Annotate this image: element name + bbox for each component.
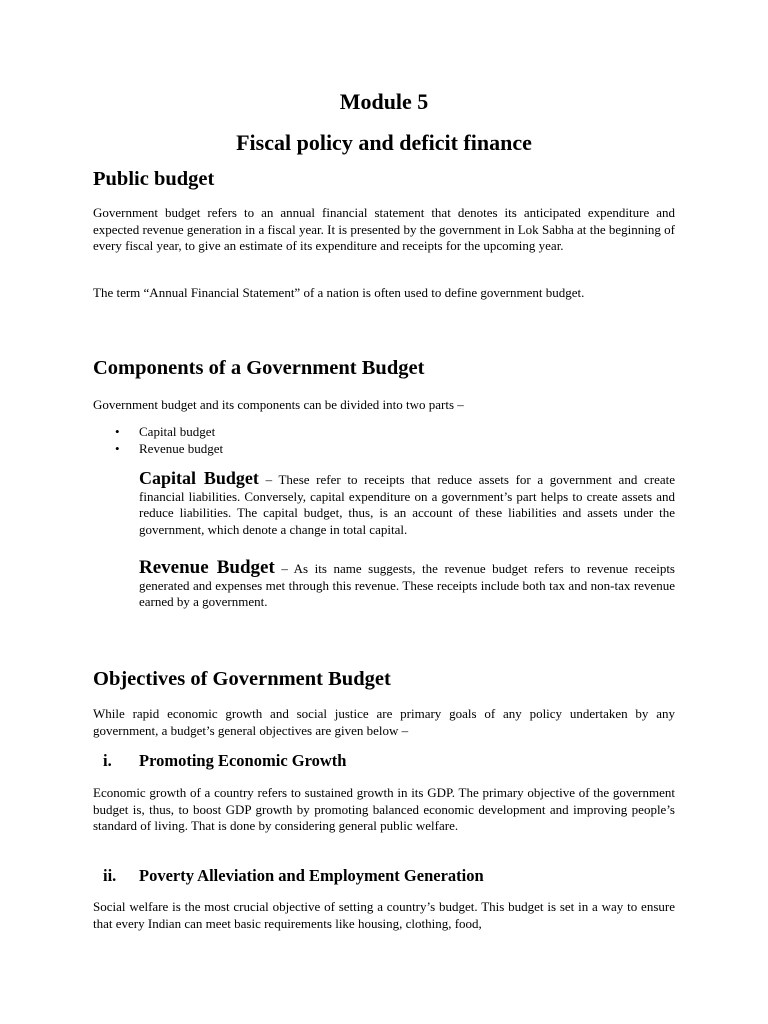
paragraph-poverty-alleviation: Social welfare is the most crucial objective of setting a country’s budget. This budget is set in a way to ensure that every Indian can meet basic requirements like housing, clothing, food, [93, 899, 675, 931]
components-list [93, 424, 675, 457]
paragraph-components-intro: Government budget and its components can be divided into two parts – [93, 397, 464, 412]
item-title: Poverty Alleviation and Employment Generation [139, 866, 484, 885]
list-item-label: Capital budget [139, 424, 216, 439]
list-item [93, 441, 675, 458]
item-title: Promoting Economic Growth [139, 751, 347, 770]
list-item-label: Revenue budget [139, 440, 224, 456]
item-number: ii. [103, 866, 117, 885]
item-number: i. [103, 751, 112, 770]
paragraph-public-budget-2: The term “Annual Financial Statement” of a nation is often used to define government budget. [93, 285, 585, 300]
paragraph-objectives-intro: While rapid economic growth and social justice are primary goals of any policy undertaken by any government, a budget’s general objectives are given below – [93, 706, 675, 738]
capital-budget-text: – These refer to receipts that reduce assets for a government and create financial liabilities. Conversely, capital expenditure on a government’s part helps to create assets and reduce liabilities. The capital budget, thus, is an account of these liabilities and assets under the government, which denote a change in total capital. [139, 472, 675, 537]
document-title: Fiscal policy and deficit finance [236, 130, 532, 155]
subheading-poverty-alleviation [93, 866, 675, 886]
list-item [93, 424, 675, 441]
paragraph-capital-budget [139, 470, 675, 538]
heading-objectives: Objectives of Government Budget [93, 668, 391, 690]
module-title: Module 5 [339, 89, 429, 114]
term-revenue-budget: Revenue Budget [139, 557, 275, 578]
revenue-budget-text: – As its name suggests, the revenue budget refers to revenue receipts generated and expenses met through this revenue. These receipts include both tax and non-tax revenue earned by a government. [139, 561, 675, 609]
paragraph-revenue-budget [139, 557, 675, 611]
heading-components: Components of a Government Budget [93, 357, 425, 379]
bullet-icon: • [115, 424, 120, 439]
paragraph-public-budget-1: Government budget refers to an annual financial statement that denotes its anticipated expenditure and expected revenue generation in a fiscal year. It is presented by the government in Lok Sabha at the beginning of every fiscal year, to give an estimate of its expenditure and receipts for the upcoming year. [93, 205, 675, 253]
paragraph-economic-growth: Economic growth of a country refers to sustained growth in its GDP. The primary objective of the government budget is, thus, to boost GDP growth by promoting balanced economic development and improving people’s standard of living. That is done by considering general public welfare. [93, 785, 675, 833]
heading-public-budget: Public budget [93, 168, 215, 190]
subheading-economic-growth [93, 751, 675, 771]
bullet-icon: • [115, 440, 120, 456]
term-capital-budget: Capital Budget [139, 468, 259, 488]
